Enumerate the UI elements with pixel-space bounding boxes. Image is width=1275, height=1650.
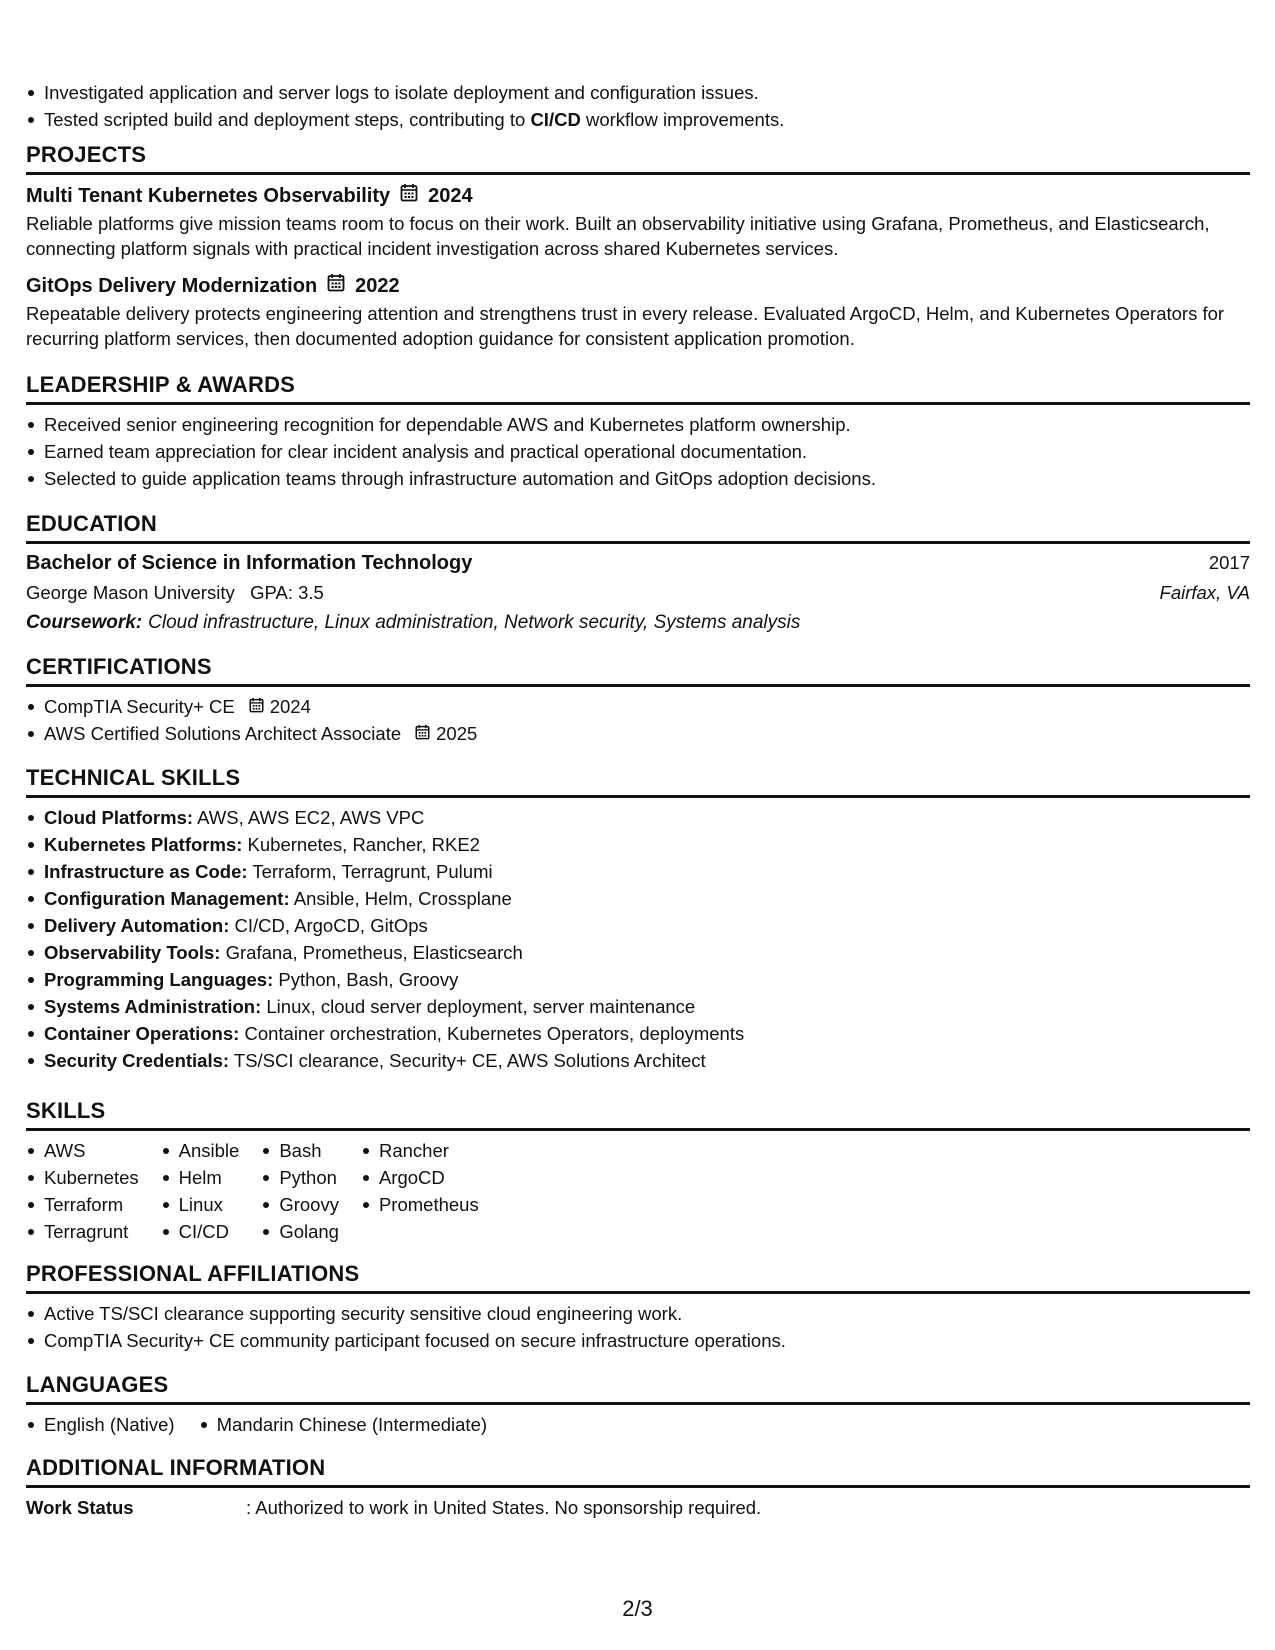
school-location: Fairfax, VA (1159, 582, 1250, 603)
project-title (26, 183, 1250, 209)
certification-item (26, 693, 1250, 720)
skill-category: Systems Administration: (44, 996, 262, 1017)
skill-category: Delivery Automation: (44, 915, 230, 936)
certification-year: 2025 (436, 723, 478, 744)
language-item: Mandarin Chinese (Intermediate) (199, 1411, 487, 1438)
skill-values: CI/CD, ArgoCD, GitOps (234, 915, 428, 936)
skill-item: Golang (261, 1218, 339, 1245)
skill-item: AWS (26, 1137, 139, 1164)
skill-category: Kubernetes Platforms: (44, 834, 243, 855)
section-heading: SKILLS (26, 1098, 1250, 1131)
calendar-icon (400, 183, 418, 209)
skill-item: Python (261, 1164, 339, 1191)
school-name: George Mason University (26, 582, 235, 603)
skill-values: Grafana, Prometheus, Elasticsearch (225, 942, 523, 963)
skill-item: CI/CD (161, 1218, 240, 1245)
skill-values: Terraform, Terragrunt, Pulumi (252, 861, 493, 882)
skills-column (361, 1137, 479, 1245)
technical-skill-item (26, 804, 1250, 831)
graduation-year: 2017 (1208, 552, 1250, 573)
work-status-label: Work Status (26, 1497, 134, 1518)
skills-column (26, 1137, 139, 1245)
experience-bullet: Investigated application and server logs to isolate deployment and configuration issues. (26, 79, 784, 106)
skill-values: Ansible, Helm, Crossplane (293, 888, 512, 909)
list-item: Active TS/SCI clearance supporting security sensitive cloud engineering work. (26, 1300, 1250, 1327)
skill-values: TS/SCI clearance, Security+ CE, AWS Solutions Architect (233, 1050, 706, 1071)
skill-item: Ansible (161, 1137, 240, 1164)
skill-category: Observability Tools: (44, 942, 221, 963)
skills-section (26, 1098, 1250, 1245)
skill-category: Configuration Management: (44, 888, 290, 909)
technical-skill-item (26, 1020, 1250, 1047)
education-section (26, 511, 1250, 638)
skills-column (161, 1137, 240, 1245)
skill-item: Kubernetes (26, 1164, 139, 1191)
technical-skill-item (26, 831, 1250, 858)
skill-item: ArgoCD (361, 1164, 479, 1191)
skills-column (261, 1137, 339, 1245)
project-name: Multi Tenant Kubernetes Observability (26, 185, 391, 207)
gpa: GPA: 3.5 (250, 582, 324, 603)
project-year: 2022 (355, 275, 400, 297)
section-heading: PROJECTS (26, 142, 1250, 175)
certification-year: 2024 (269, 696, 311, 717)
list-item: Received senior engineering recognition for dependable AWS and Kubernetes platform ownership. (26, 411, 1250, 438)
technical-skill-item (26, 993, 1250, 1020)
leadership-section (26, 372, 1250, 492)
skill-values: Kubernetes, Rancher, RKE2 (247, 834, 480, 855)
skill-item: Groovy (261, 1191, 339, 1218)
calendar-icon (327, 273, 345, 299)
list-item: Selected to guide application teams through infrastructure automation and GitOps adoption decisions. (26, 465, 1250, 492)
section-heading: TECHNICAL SKILLS (26, 765, 1250, 798)
technical-skill-item (26, 1047, 1250, 1074)
technical-skill-item (26, 912, 1250, 939)
project-title (26, 273, 1250, 299)
additional-info-section (26, 1455, 1250, 1521)
coursework-label: Coursework: (26, 612, 143, 633)
technical-skill-item (26, 966, 1250, 993)
skill-values: Python, Bash, Groovy (278, 969, 459, 990)
experience-bullet: Tested scripted build and deployment steps, contributing to CI/CD workflow improvements. (26, 106, 784, 133)
skill-category: Container Operations: (44, 1023, 240, 1044)
work-status-value: : Authorized to work in United States. No sponsorship required. (246, 1497, 762, 1518)
skill-item: Linux (161, 1191, 240, 1218)
certification-item (26, 720, 1250, 747)
skill-category: Programming Languages: (44, 969, 274, 990)
project-description: Repeatable delivery protects engineering attention and strengthens trust in every release. Evaluated ArgoCD, Helm, and Kubernetes Operators for recurring platform services, then documented adoption guidance for consistent application promotion. (26, 303, 1225, 349)
project-description: Reliable platforms give mission teams room to focus on their work. Built an observability initiative using Grafana, Prometheus, and Elasticsearch, connecting platform signals with practical incident investigation across shared Kubernetes services. (26, 213, 1210, 259)
list-item: Earned team appreciation for clear incident analysis and practical operational documentation. (26, 438, 1250, 465)
skill-values: Linux, cloud server deployment, server maintenance (266, 996, 696, 1017)
language-item: English (Native) (26, 1411, 175, 1438)
skill-item: Terraform (26, 1191, 139, 1218)
section-heading: LEADERSHIP & AWARDS (26, 372, 1250, 405)
coursework: Cloud infrastructure, Linux administration, Network security, Systems analysis (148, 612, 801, 633)
calendar-icon (415, 720, 430, 747)
list-item: CompTIA Security+ CE community participant focused on secure infrastructure operations. (26, 1327, 1250, 1354)
skill-category: Security Credentials: (44, 1050, 230, 1071)
skill-item: Rancher (361, 1137, 479, 1164)
skill-item: Prometheus (361, 1191, 479, 1218)
calendar-icon (249, 693, 264, 720)
experience-bullets (26, 79, 784, 133)
skill-item: Terragrunt (26, 1218, 139, 1245)
technical-skill-item (26, 858, 1250, 885)
certification-name: AWS Certified Solutions Architect Associate (44, 723, 402, 744)
skill-item: Bash (261, 1137, 339, 1164)
section-heading: ADDITIONAL INFORMATION (26, 1455, 1250, 1488)
project-year: 2024 (428, 185, 473, 207)
technical-skill-item (26, 939, 1250, 966)
section-heading: EDUCATION (26, 511, 1250, 544)
skill-category: Cloud Platforms: (44, 807, 194, 828)
page-number: 2/3 (622, 1596, 653, 1621)
skill-values: Container orchestration, Kubernetes Operators, deployments (244, 1023, 745, 1044)
technical-skills-section (26, 765, 1250, 1074)
certification-name: CompTIA Security+ CE (44, 696, 235, 717)
affiliations-section (26, 1261, 1250, 1354)
languages-section (26, 1372, 1250, 1438)
project-name: GitOps Delivery Modernization (26, 275, 318, 297)
section-heading: PROFESSIONAL AFFILIATIONS (26, 1261, 1250, 1294)
section-heading: LANGUAGES (26, 1372, 1250, 1405)
skill-item: Helm (161, 1164, 240, 1191)
skill-values: AWS, AWS EC2, AWS VPC (197, 807, 425, 828)
projects-section (26, 142, 1250, 351)
technical-skill-item (26, 885, 1250, 912)
degree: Bachelor of Science in Information Technology (26, 552, 473, 574)
section-heading: CERTIFICATIONS (26, 654, 1250, 687)
certifications-section (26, 654, 1250, 747)
skill-category: Infrastructure as Code: (44, 861, 248, 882)
